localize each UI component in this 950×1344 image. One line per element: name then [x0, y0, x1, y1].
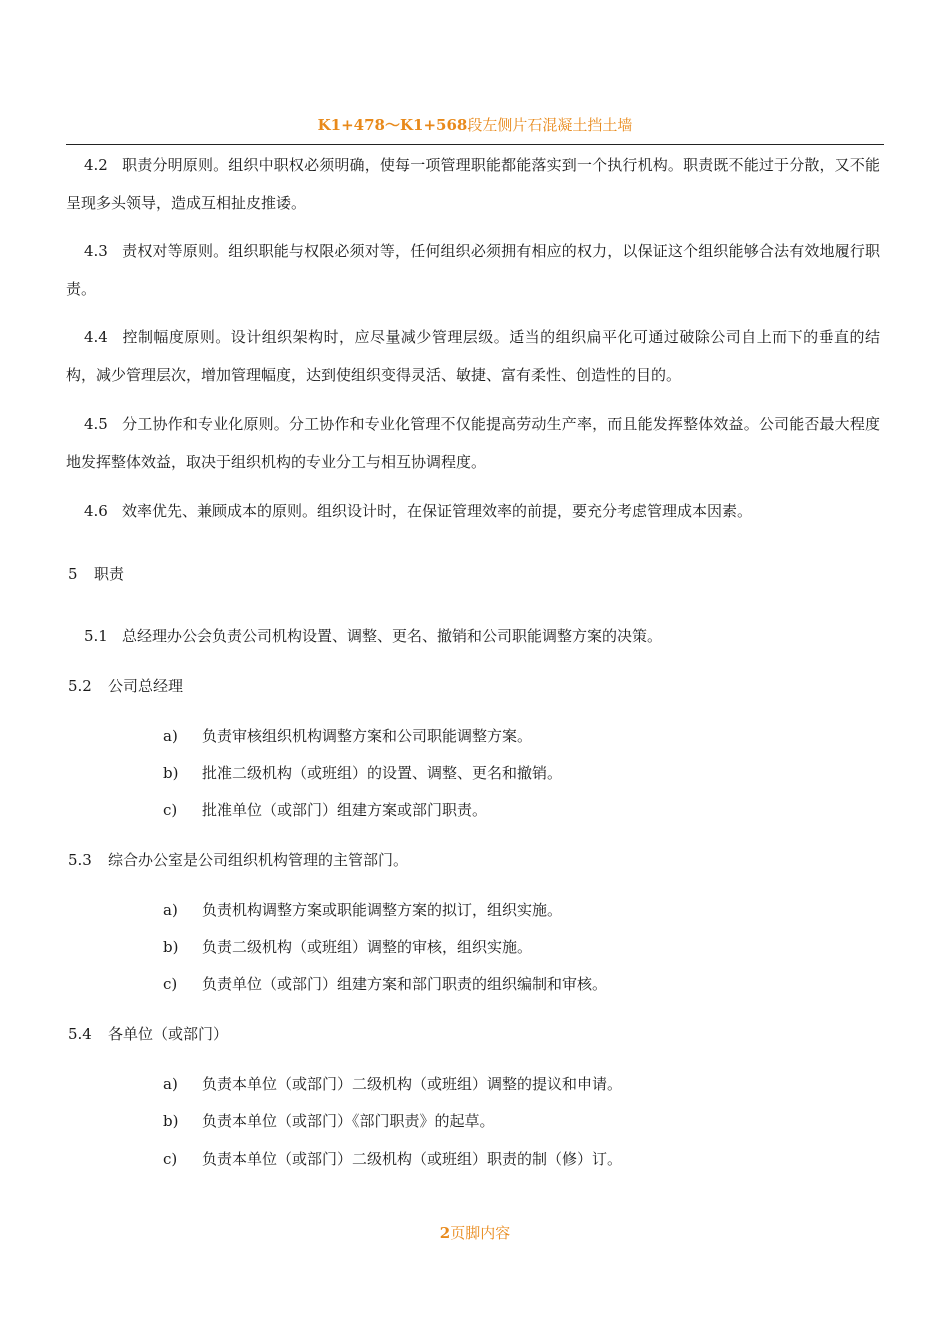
list-item: 负责本单位（或部门）《部门职责》的起草。 — [202, 1112, 495, 1130]
paragraph-4-5 — [66, 405, 880, 481]
page-header-title — [0, 114, 950, 135]
list-item-marker: b) — [163, 764, 179, 782]
list-item: 负责本单位（或部门）二级机构（或班组）职责的制（修）订。 — [202, 1150, 623, 1168]
paragraph-4-6 — [66, 492, 880, 530]
paragraph-4-4 — [66, 318, 880, 394]
list-item: 负责机构调整方案或职能调整方案的拟订，组织实施。 — [202, 901, 563, 919]
clause-number: 5.3 — [68, 851, 92, 869]
paragraph-text: 效率优先、兼顾成本的原则。组织设计时，在保证管理效率的前提，要充分考虑管理成本因素。 — [122, 502, 753, 520]
list-item-marker: c) — [163, 801, 178, 819]
clause-5-4 — [68, 1024, 228, 1044]
section-number: 5 — [68, 565, 78, 583]
paragraph-text: 责权对等原则。组织职能与权限必须对等，任何组织必须拥有相应的权力，以保证这个组织能够合法有效地履行职责。 — [66, 242, 880, 298]
list-item-marker: b) — [163, 938, 179, 956]
footer-text: 页脚内容 — [450, 1224, 511, 1242]
clause-number: 5.4 — [68, 1025, 92, 1043]
list-item: 负责本单位（或部门）二级机构（或班组）调整的提议和申请。 — [202, 1075, 623, 1093]
list-item-marker: a) — [163, 727, 178, 745]
paragraph-4-3 — [66, 232, 880, 308]
clause-5-1 — [84, 626, 662, 646]
list-item-marker: b) — [163, 1112, 179, 1130]
list-item: 批准二级机构（或班组）的设置、调整、更名和撤销。 — [202, 764, 563, 782]
section-title: 职责 — [94, 565, 125, 583]
list-item: 负责审核组织机构调整方案和公司职能调整方案。 — [202, 727, 533, 745]
paragraph-text: 分工协作和专业化原则。分工协作和专业化管理不仅能提高劳动生产率，而且能发挥整体效益。公司能否最大程度地发挥整体效益，取决于组织机构的专业分工与相互协调程度。 — [66, 415, 880, 471]
clause-text: 公司总经理 — [108, 677, 184, 695]
page-number: 2 — [439, 1224, 451, 1242]
paragraph-text: 职责分明原则。组织中职权必须明确，使每一项管理职能都能落实到一个执行机构。职责既不能过于分散，又不能呈现多头领导，造成互相扯皮推诿。 — [66, 156, 880, 212]
clause-number: 5.1 — [84, 627, 108, 645]
list-item-marker: c) — [163, 1150, 178, 1168]
list-item: 负责单位（或部门）组建方案和部门职责的组织编制和审核。 — [202, 975, 608, 993]
list-item: 负责二级机构（或班组）调整的审核，组织实施。 — [202, 938, 533, 956]
paragraph-number: 4.3 — [84, 242, 108, 260]
clause-number: 5.2 — [68, 677, 92, 695]
paragraph-number: 4.2 — [84, 156, 108, 174]
header-divider — [66, 144, 884, 145]
paragraph-number: 4.6 — [84, 502, 108, 520]
paragraph-text: 控制幅度原则。设计组织架构时，应尽量减少管理层级。适当的组织扁平化可通过破除公司自上而下的垂直的结构，减少管理层次，增加管理幅度，达到使组织变得灵活、敏捷、富有柔性、创造性的目的。 — [66, 328, 880, 384]
list-item-marker: a) — [163, 1075, 178, 1093]
list-item-marker: c) — [163, 975, 178, 993]
section-5-heading — [68, 564, 124, 584]
clause-text: 综合办公室是公司组织机构管理的主管部门。 — [108, 851, 409, 869]
paragraph-4-2 — [66, 146, 880, 222]
clause-text: 各单位（或部门） — [108, 1025, 229, 1043]
page-footer — [0, 1222, 950, 1243]
paragraph-number: 4.4 — [84, 328, 108, 346]
clause-text: 总经理办公会负责公司机构设置、调整、更名、撤销和公司职能调整方案的决策。 — [122, 627, 663, 645]
clause-5-2 — [68, 676, 183, 696]
list-item: 批准单位（或部门）组建方案或部门职责。 — [202, 801, 488, 819]
header-title-code: K1+478～K1+568 — [317, 116, 468, 134]
paragraph-number: 4.5 — [84, 415, 108, 433]
header-title-text: 段左侧片石混凝土挡土墙 — [467, 116, 633, 134]
clause-5-3 — [68, 850, 408, 870]
list-item-marker: a) — [163, 901, 178, 919]
